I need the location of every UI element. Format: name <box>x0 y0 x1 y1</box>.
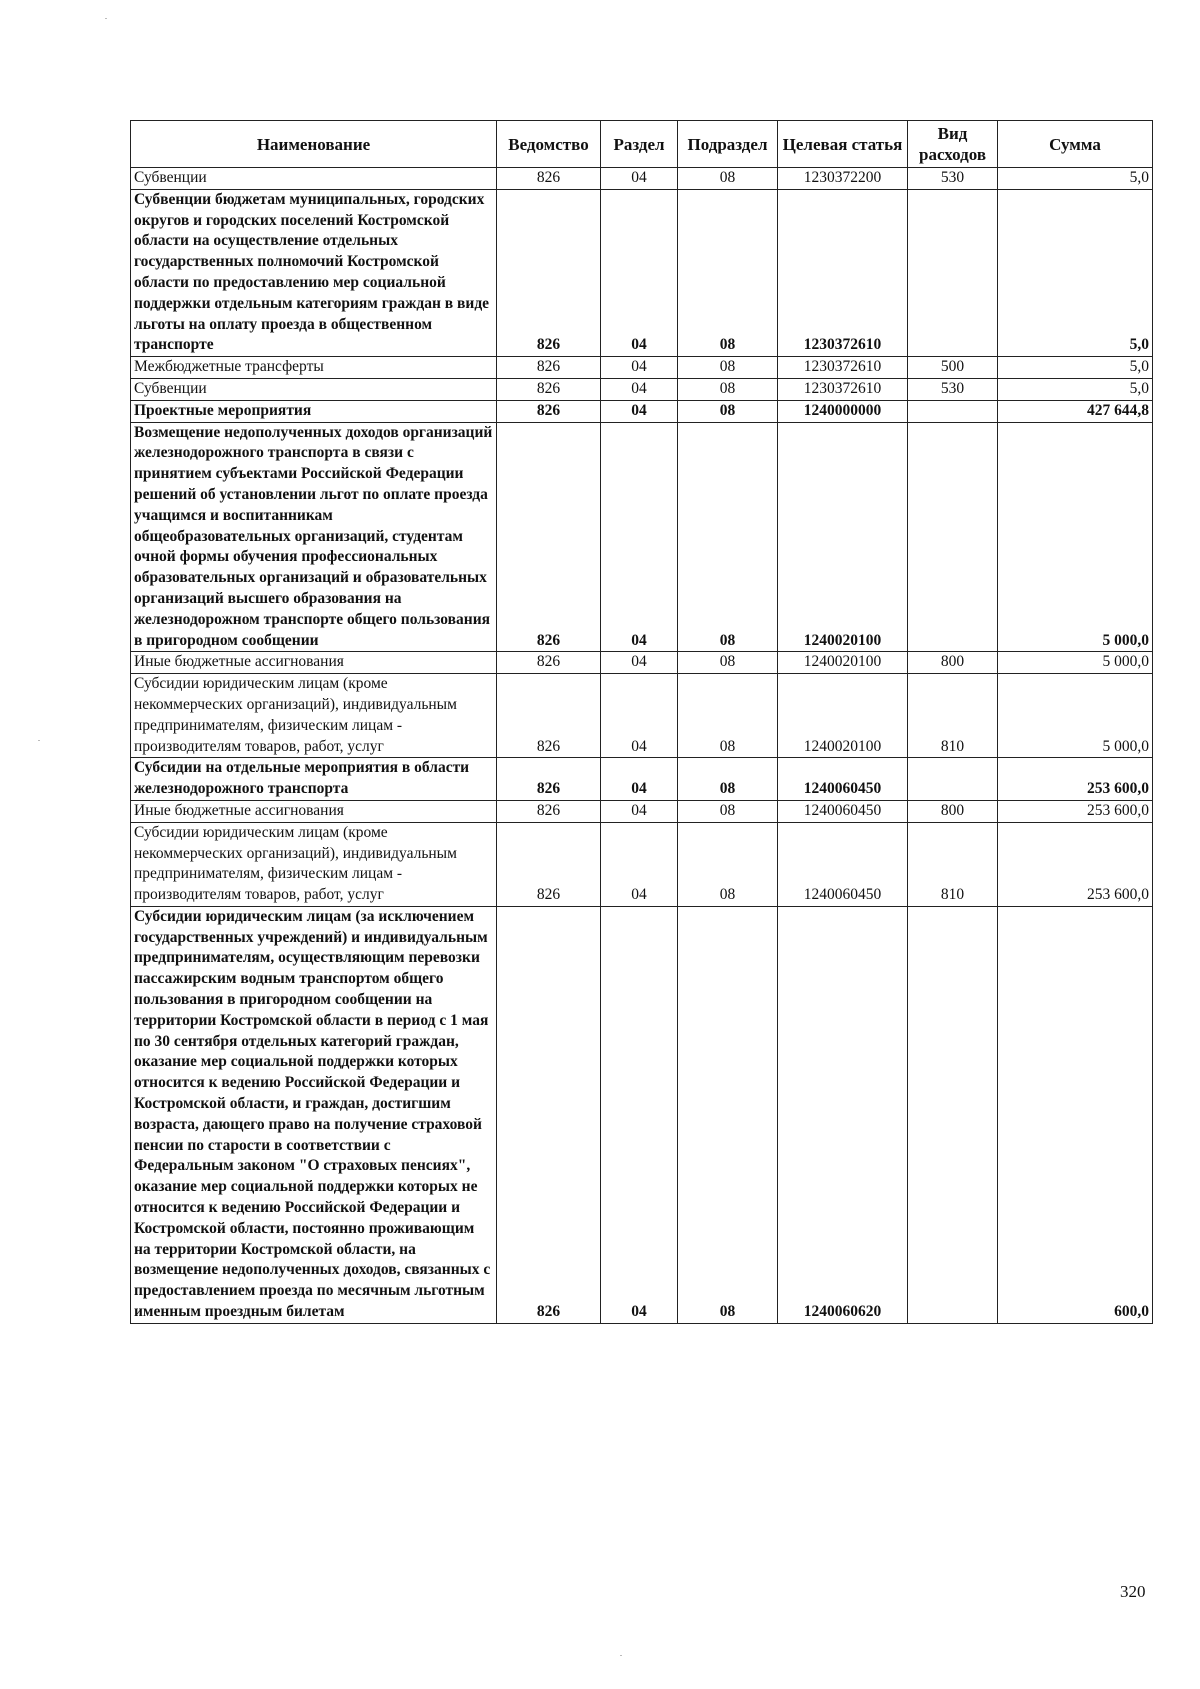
cell-razdel: 04 <box>601 800 678 822</box>
table-row <box>131 422 1153 652</box>
cell-podrazdel: 08 <box>678 357 778 379</box>
cell-vid-rashodov: 500 <box>908 357 998 379</box>
cell-podrazdel: 08 <box>678 652 778 674</box>
table-row <box>131 189 1153 356</box>
cell-vedomstvo: 826 <box>497 189 601 356</box>
table-row <box>131 168 1153 190</box>
table-row <box>131 357 1153 379</box>
cell-name: Субсидии юридическим лицам (кроме некоммерческих организаций), индивидуальным предпринимателям, физическим лицам - производителям товаров, работ, услуг <box>131 822 497 906</box>
cell-celevaya-statya: 1240020100 <box>778 422 908 652</box>
cell-razdel: 04 <box>601 168 678 190</box>
cell-razdel: 04 <box>601 378 678 400</box>
table-row <box>131 378 1153 400</box>
cell-summa: 5,0 <box>998 168 1153 190</box>
cell-celevaya-statya: 1240060450 <box>778 800 908 822</box>
cell-razdel: 04 <box>601 400 678 422</box>
cell-name: Межбюджетные трансферты <box>131 357 497 379</box>
cell-name: Возмещение недополученных доходов организаций железнодорожного транспорта в связи с принятием субъектами Российской Федерации решений об установлении льгот по оплате проезда учащимся и воспитанникам общеобразовательных организаций, студентам очной формы обучения профессиональных образовательных организаций и образовательных организаций высшего образования на железнодорожном транспорте общего пользования в пригородном сообщении <box>131 422 497 652</box>
cell-podrazdel: 08 <box>678 800 778 822</box>
cell-razdel: 04 <box>601 652 678 674</box>
header-razdel: Раздел <box>601 121 678 168</box>
cell-vedomstvo: 826 <box>497 168 601 190</box>
table-body <box>131 168 1153 1324</box>
cell-vedomstvo: 826 <box>497 800 601 822</box>
table-row <box>131 906 1153 1323</box>
cell-razdel: 04 <box>601 758 678 801</box>
cell-vid-rashodov: 810 <box>908 822 998 906</box>
cell-celevaya-statya: 1230372610 <box>778 357 908 379</box>
table-row <box>131 674 1153 758</box>
cell-celevaya-statya: 1230372200 <box>778 168 908 190</box>
cell-vid-rashodov <box>908 422 998 652</box>
table-row <box>131 800 1153 822</box>
cell-summa: 5,0 <box>998 378 1153 400</box>
cell-podrazdel: 08 <box>678 758 778 801</box>
header-vid-rashodov: Вид расходов <box>908 121 998 168</box>
cell-vid-rashodov <box>908 758 998 801</box>
cell-summa: 253 600,0 <box>998 758 1153 801</box>
cell-podrazdel: 08 <box>678 422 778 652</box>
scan-speck <box>38 740 40 741</box>
budget-table <box>130 120 1153 1324</box>
table-row <box>131 822 1153 906</box>
cell-vedomstvo: 826 <box>497 822 601 906</box>
cell-name: Субвенции бюджетам муниципальных, городских округов и городских поселений Костромской области на осуществление отдельных государственных полномочий Костромской области по предоставлению мер социальной поддержки отдельным категориям граждан в виде льготы на оплату проезда в общественном транспорте <box>131 189 497 356</box>
cell-vedomstvo: 826 <box>497 357 601 379</box>
cell-vedomstvo: 826 <box>497 758 601 801</box>
cell-celevaya-statya: 1240060450 <box>778 758 908 801</box>
cell-name: Субсидии юридическим лицам (кроме некоммерческих организаций), индивидуальным предпринимателям, физическим лицам - производителям товаров, работ, услуг <box>131 674 497 758</box>
scan-speck <box>105 18 107 19</box>
cell-vedomstvo: 826 <box>497 674 601 758</box>
cell-podrazdel: 08 <box>678 168 778 190</box>
cell-vedomstvo: 826 <box>497 652 601 674</box>
table-row <box>131 652 1153 674</box>
cell-vid-rashodov: 810 <box>908 674 998 758</box>
cell-name: Иные бюджетные ассигнования <box>131 800 497 822</box>
scan-speck <box>620 1655 622 1656</box>
cell-razdel: 04 <box>601 906 678 1323</box>
cell-summa: 5,0 <box>998 189 1153 356</box>
cell-razdel: 04 <box>601 674 678 758</box>
cell-podrazdel: 08 <box>678 400 778 422</box>
cell-name: Субсидии на отдельные мероприятия в области железнодорожного транспорта <box>131 758 497 801</box>
cell-summa: 253 600,0 <box>998 822 1153 906</box>
cell-summa: 600,0 <box>998 906 1153 1323</box>
cell-vedomstvo: 826 <box>497 422 601 652</box>
cell-podrazdel: 08 <box>678 378 778 400</box>
cell-vid-rashodov: 530 <box>908 168 998 190</box>
cell-celevaya-statya: 1240000000 <box>778 400 908 422</box>
header-row <box>131 121 1153 168</box>
cell-name: Субвенции <box>131 378 497 400</box>
cell-razdel: 04 <box>601 822 678 906</box>
cell-vid-rashodov <box>908 906 998 1323</box>
cell-vid-rashodov <box>908 400 998 422</box>
cell-celevaya-statya: 1240060620 <box>778 906 908 1323</box>
cell-podrazdel: 08 <box>678 189 778 356</box>
cell-razdel: 04 <box>601 357 678 379</box>
cell-vedomstvo: 826 <box>497 378 601 400</box>
cell-razdel: 04 <box>601 189 678 356</box>
table-row <box>131 400 1153 422</box>
page-number: 320 <box>1120 1582 1146 1601</box>
cell-podrazdel: 08 <box>678 906 778 1323</box>
cell-name: Субвенции <box>131 168 497 190</box>
table-row <box>131 758 1153 801</box>
cell-vedomstvo: 826 <box>497 400 601 422</box>
cell-name: Иные бюджетные ассигнования <box>131 652 497 674</box>
cell-vid-rashodov <box>908 189 998 356</box>
cell-vid-rashodov: 800 <box>908 652 998 674</box>
cell-celevaya-statya: 1240020100 <box>778 652 908 674</box>
cell-celevaya-statya: 1240020100 <box>778 674 908 758</box>
cell-vid-rashodov: 800 <box>908 800 998 822</box>
cell-summa: 253 600,0 <box>998 800 1153 822</box>
cell-podrazdel: 08 <box>678 674 778 758</box>
header-name: Наименование <box>131 121 497 168</box>
cell-podrazdel: 08 <box>678 822 778 906</box>
cell-name: Проектные мероприятия <box>131 400 497 422</box>
header-vedomstvo: Ведомство <box>497 121 601 168</box>
header-podrazdel: Подраздел <box>678 121 778 168</box>
cell-summa: 5 000,0 <box>998 674 1153 758</box>
cell-vedomstvo: 826 <box>497 906 601 1323</box>
cell-summa: 5,0 <box>998 357 1153 379</box>
cell-celevaya-statya: 1230372610 <box>778 378 908 400</box>
cell-razdel: 04 <box>601 422 678 652</box>
header-celevaya-statya: Целевая статья <box>778 121 908 168</box>
cell-celevaya-statya: 1230372610 <box>778 189 908 356</box>
cell-celevaya-statya: 1240060450 <box>778 822 908 906</box>
header-summa: Сумма <box>998 121 1153 168</box>
cell-name: Субсидии юридическим лицам (за исключением государственных учреждений) и индивидуальным предпринимателям, осуществляющим перевозки пассажирским водным транспортом общего пользования в пригородном сообщении на территории Костромской области в период с 1 мая по 30 сентября отдельных категорий граждан, оказание мер социальной поддержки которых относится к ведению Российской Федерации и Костромской области, и граждан, достигшим возраста, дающего право на получение страховой пенсии по старости в соответствии с Федеральным законом "О страховых пенсиях", оказание мер социальной поддержки которых не относится к ведению Российской Федерации и Костромской области, постоянно проживающим на территории Костромской области, на возмещение недополученных доходов, связанных с предоставлением проезда по месячным льготным именным проездным билетам <box>131 906 497 1323</box>
cell-summa: 5 000,0 <box>998 422 1153 652</box>
cell-summa: 5 000,0 <box>998 652 1153 674</box>
cell-summa: 427 644,8 <box>998 400 1153 422</box>
cell-vid-rashodov: 530 <box>908 378 998 400</box>
